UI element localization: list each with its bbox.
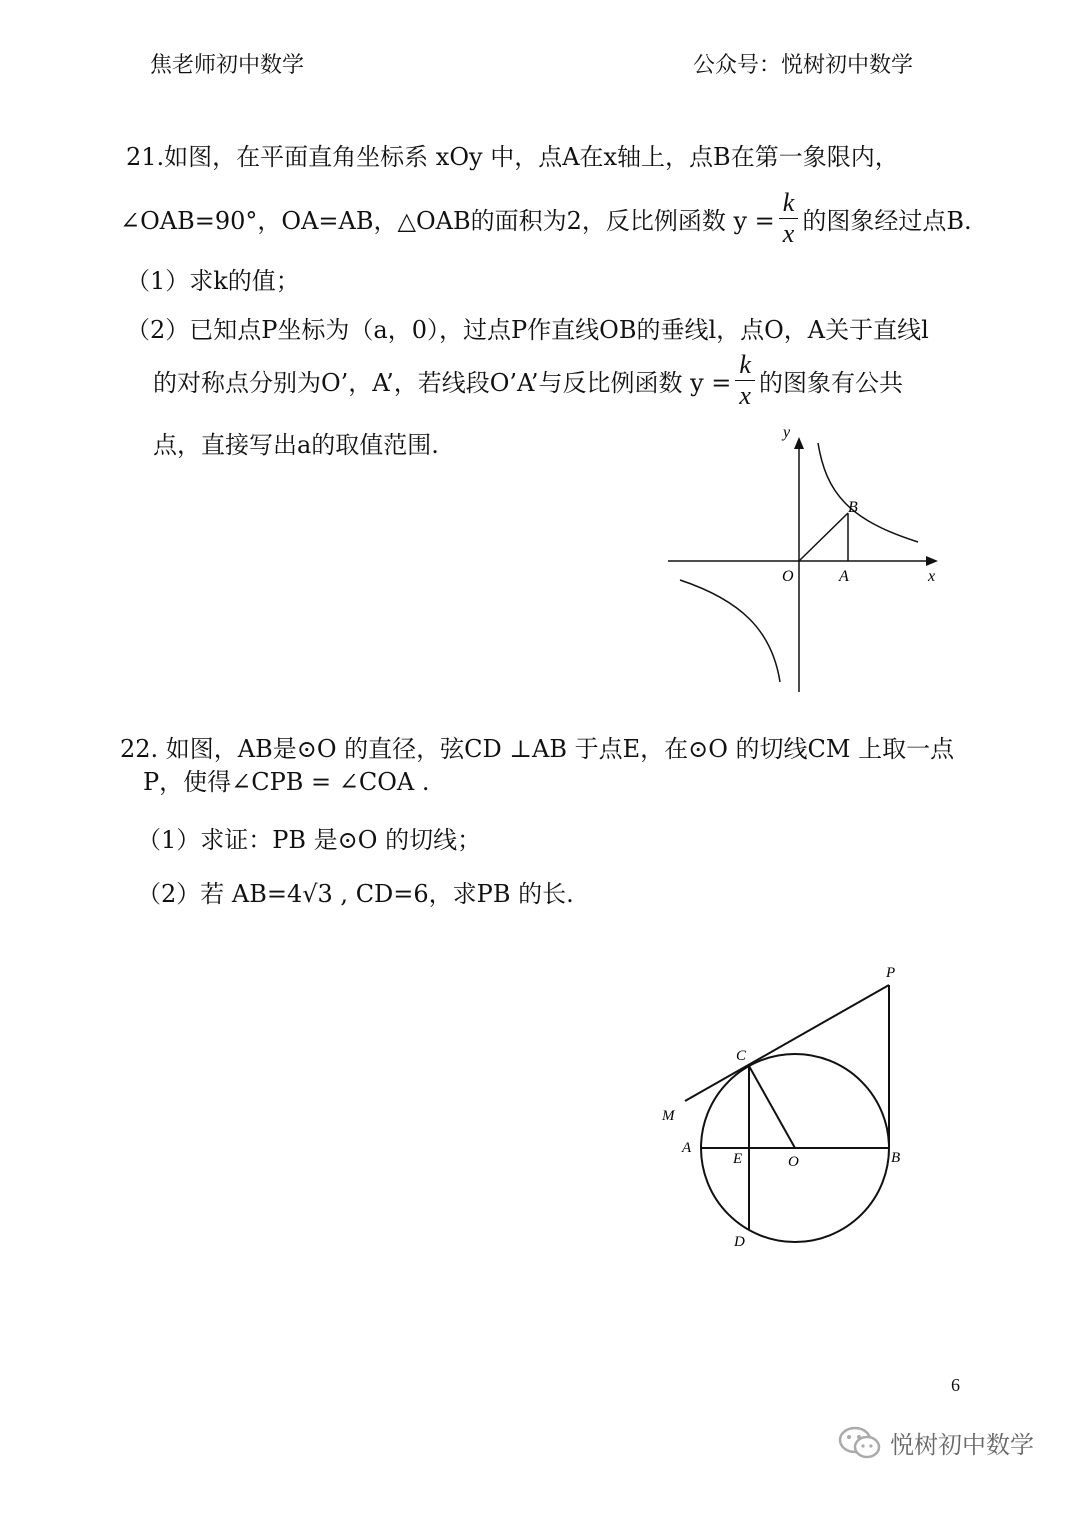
label-A: A bbox=[682, 1140, 692, 1156]
fraction-denominator: x bbox=[782, 218, 795, 248]
label-O: O bbox=[788, 1154, 799, 1170]
q21-part2-line3: 点，直接写出a的取值范围. bbox=[153, 431, 439, 459]
page-number: 6 bbox=[951, 1375, 960, 1395]
q21-line2 bbox=[120, 187, 972, 248]
q22-line2: P，使得∠CPB = ∠COA . bbox=[143, 768, 430, 796]
q21-fraction bbox=[779, 187, 799, 248]
q22-part1: （1）求证：PB 是⊙O 的切线； bbox=[137, 826, 482, 854]
fraction-numerator: k bbox=[779, 190, 799, 219]
label-M: M bbox=[662, 1108, 675, 1124]
watermark bbox=[838, 1425, 1034, 1460]
wechat-icon bbox=[838, 1426, 882, 1460]
label-B: B bbox=[848, 499, 858, 516]
tangent-MP bbox=[685, 985, 889, 1101]
q21-figure bbox=[660, 420, 950, 700]
q21-part1: （1）求k的值； bbox=[126, 267, 300, 295]
label-C: C bbox=[736, 1048, 747, 1064]
q21-line2-b: 的图象经过点B. bbox=[802, 206, 972, 235]
q22-line1: 22. 如图，AB是⊙O 的直径，弦CD ⊥AB 于点E，在⊙O 的切线CM 上取一点 bbox=[120, 735, 955, 763]
label-x: x bbox=[928, 568, 936, 585]
fraction-numerator: k bbox=[735, 352, 755, 381]
q22-figure bbox=[655, 960, 925, 1260]
x-axis-arrow-icon bbox=[926, 556, 938, 566]
label-P: P bbox=[886, 965, 896, 981]
q21-part2-line2-a: 的对称点分别为O’，A’，若线段O’A’与反比例函数 y = bbox=[153, 368, 732, 397]
label-A: A bbox=[839, 568, 849, 585]
hyperbola-branch-3 bbox=[680, 580, 780, 682]
label-D: D bbox=[734, 1234, 745, 1250]
header-right: 公众号：悦树初中数学 bbox=[693, 53, 914, 78]
watermark-text: 悦树初中数学 bbox=[890, 1431, 1034, 1459]
q22-part2: （2）若 AB=4√3 , CD=6，求PB 的长. bbox=[137, 880, 574, 908]
q21-part2-fraction bbox=[735, 349, 755, 410]
q21-line1: 21.如图，在平面直角坐标系 xOy 中，点A在x轴上，点B在第一象限内， bbox=[126, 143, 899, 171]
fraction-denominator: x bbox=[739, 380, 751, 410]
segment-OB bbox=[799, 513, 848, 561]
q21-part2-line1: （2）已知点P坐标为（a，0），过点P作直线OB的垂线l，点O，A关于直线l bbox=[126, 316, 929, 344]
header-left: 焦老师初中数学 bbox=[150, 53, 305, 78]
label-O: O bbox=[782, 568, 794, 585]
y-axis-arrow-icon bbox=[794, 437, 804, 449]
q21-part2-line2 bbox=[153, 349, 903, 410]
label-E: E bbox=[733, 1151, 743, 1167]
q21-line2-a: ∠OAB=90°，OA=AB，△OAB的面积为2，反比例函数 y = bbox=[120, 206, 775, 235]
label-B: B bbox=[891, 1150, 901, 1166]
radius-OC bbox=[749, 1066, 795, 1148]
q21-part2-line2-b: 的图象有公共 bbox=[758, 368, 903, 397]
label-y: y bbox=[783, 424, 791, 441]
